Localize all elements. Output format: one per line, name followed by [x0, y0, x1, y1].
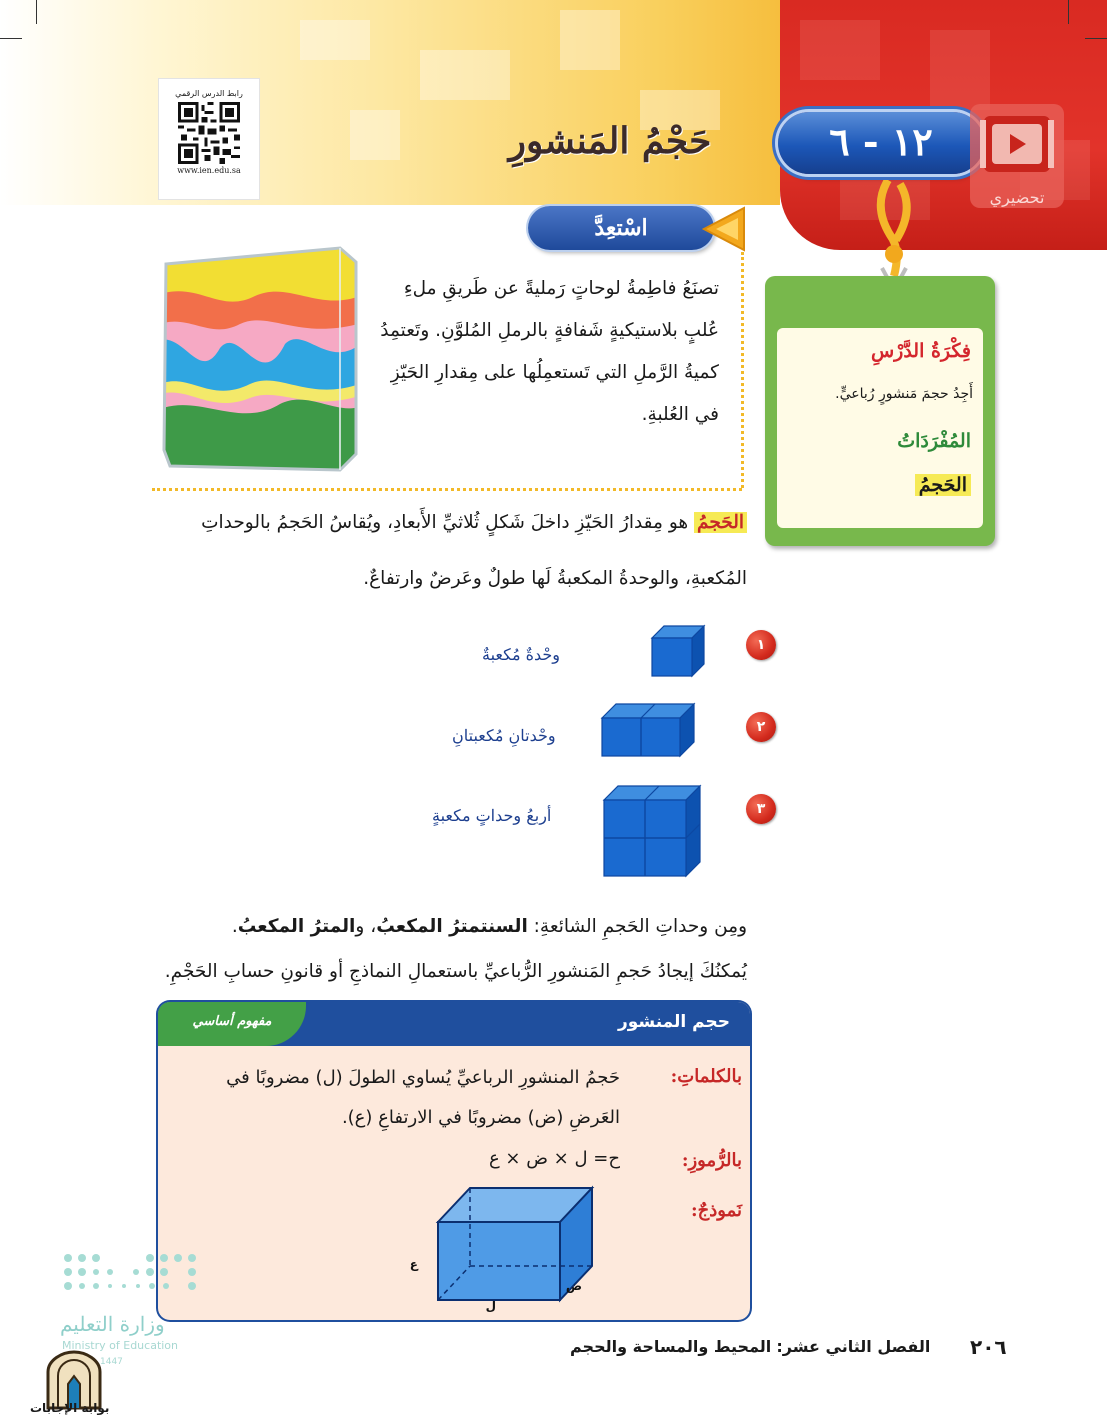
chapter-title: المحيط والمساحة والحجم: [570, 1337, 772, 1356]
crop-mark: [1085, 38, 1107, 39]
width-label: ض: [565, 1279, 582, 1293]
item-number-badge: ٣: [746, 794, 776, 824]
brand-name: تحضيري: [989, 188, 1045, 207]
find-volume-text: يُمكنُكَ إيجادُ حَجمِ المَنشورِ الرُّباعيِّ باستعمالِ النماذجِ أو قانونِ حسابِ الحَجْمِ.: [164, 961, 747, 982]
site-name[interactable]: بوابة الإجابات: [30, 1401, 110, 1415]
ministry-year: 1447: [100, 1357, 123, 1367]
lesson-idea-text: أَجِدُ حجمَ مَنشورٍ رُباعيٍّ.: [835, 386, 973, 402]
get-ready-text: تصنَعُ فاطِمةُ لوحاتٍ رَمليةً عن طَريقِ ملءِ عُلبٍ بلاستيكيةٍ شَفافةٍ بالرملِ المُلوَّنِ. وتَعتمِدُ كميةُ الرَّملِ التي تَستعمِلُها على مِقدارِ الحَيّزِ في العُلبةِ.: [380, 278, 719, 425]
height-label: ع: [409, 1257, 418, 1271]
lesson-number-badge: ١٢ - ٦: [778, 112, 984, 174]
page-title: حَجْمُ المَنشورِ: [508, 120, 712, 162]
key-concept-title: حجم المنشور: [617, 1012, 730, 1032]
crop-mark: [1068, 0, 1069, 24]
words-text: حَجمُ المنشورِ الرباعيِّ يُساوي الطولَ (ل) مضروبًا في العَرضِ (ض) مضروبًا في الارتفاعِ (ع).: [226, 1067, 620, 1128]
lesson-idea-title: فِكْرَةُ الدَّرْسِ: [870, 340, 971, 362]
item-number-badge: ٢: [746, 712, 776, 742]
qr-card[interactable]: [158, 78, 260, 200]
ministry-name-en: Ministry of Education: [62, 1339, 179, 1352]
key-concept-tag: مفهوم أساسي: [158, 1002, 306, 1046]
qr-code-icon[interactable]: [175, 102, 243, 164]
divider: [741, 252, 744, 488]
definition-line-1: [147, 506, 747, 540]
unit-name: السنتمترُ المكعبُ: [376, 916, 528, 937]
words-label: بالكلماتِ:: [670, 1066, 742, 1087]
unit-name: المترُ المكعبُ: [237, 916, 356, 937]
divider: [152, 488, 742, 491]
two-cubes-icon: [600, 702, 696, 758]
sand-art-jar-image: [160, 244, 365, 474]
key-concept-header: [158, 1002, 750, 1046]
rectangular-prism-diagram: [408, 1182, 608, 1312]
key-concept-box: [158, 1002, 750, 1320]
crop-mark: [0, 38, 22, 39]
definition-line-2: المُكعبةِ، والوحدةُ المكعبةُ لَها طولٌ وعَرضٌ وارتفاعٌ.: [363, 568, 747, 589]
ministry-name-ar: وزارة التعليم: [60, 1312, 165, 1336]
qr-url[interactable]: www.ien.edu.sa: [177, 166, 241, 175]
cube-label: وحْدتانِ مُكعبتانِ: [452, 726, 556, 745]
lesson-idea-card: [765, 276, 995, 546]
item-number-badge: ١: [746, 630, 776, 660]
unit-cube-icon: [650, 624, 706, 678]
header-background: [0, 0, 780, 205]
four-cubes-icon: [602, 784, 702, 878]
volume-formula: ح= ل × ض × ع: [488, 1148, 620, 1169]
cube-label: أربعُ وحداتٍ مكعبةٍ: [432, 806, 552, 825]
chapter-prefix: الفصل الثاني عشر:: [776, 1337, 931, 1356]
definition-term: الحَجمُ: [694, 512, 747, 533]
symbols-label: بالرُّموزِ:: [681, 1150, 742, 1171]
vocabulary-term: الحَجمُ: [915, 474, 971, 496]
page-number: ٢٠٦: [970, 1335, 1007, 1359]
common-units-text: ومِن وحداتِ الحَجمِ الشائعةِ: السنتمترُ المكعبُ، والمترُ المكعبُ.: [231, 916, 747, 937]
qr-caption: رابط الدرس الرقمي: [175, 89, 243, 98]
get-ready-heading: اسْتعِدَّ: [528, 206, 714, 250]
definition-text: هو مِقدارُ الحَيّزِ داخلَ شَكلٍ ثُلاثيِّ الأَبعادِ، ويُقاسُ الحَجمُ بالوحداتِ: [201, 512, 695, 533]
vocabulary-title: المُفْرَدَاتُ: [897, 430, 971, 452]
cube-label: وحْدةٌ مُكعبةٌ: [482, 645, 561, 664]
chapter-footer: [570, 1337, 930, 1356]
crop-mark: [36, 0, 37, 24]
model-label: نَموذجٌ:: [691, 1200, 742, 1221]
arrow-left-icon: [702, 206, 746, 252]
length-label: ل: [485, 1299, 496, 1312]
